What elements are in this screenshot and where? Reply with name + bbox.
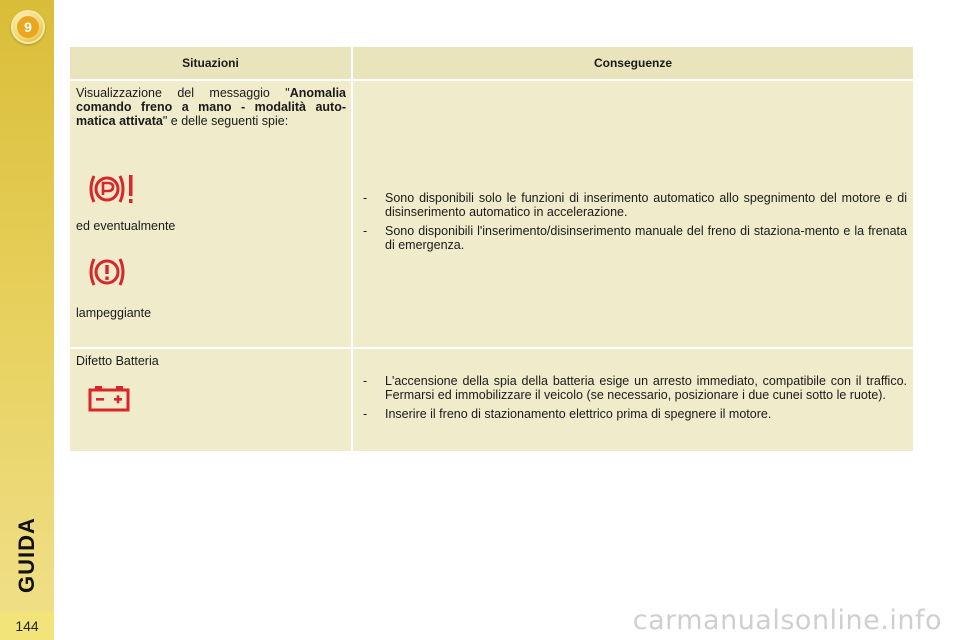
warning-table bbox=[68, 45, 915, 453]
note-eventually: ed eventualmente bbox=[76, 219, 176, 233]
consequences-list bbox=[361, 191, 907, 252]
watermark: carmanualsonline.info bbox=[632, 605, 942, 636]
chapter-number: 9 bbox=[17, 16, 39, 38]
page-number: 144 bbox=[0, 612, 54, 640]
situation-cell bbox=[70, 349, 351, 451]
consequences-cell bbox=[353, 349, 913, 451]
warning-message: Anomalia comando freno a mano - modalità auto-matica attivata bbox=[76, 86, 346, 128]
note-flashing: lampeggiante bbox=[76, 306, 152, 320]
header-situations: Situazioni bbox=[70, 47, 351, 79]
list-item: - L'accensione della spia della batteria esige un arresto immediato, compatibile con il traffico. Fermarsi ed immobilizzare il veicolo (se necessario, posizionare i due cunei sotto le ruote). bbox=[361, 374, 907, 402]
brake-warning-icon bbox=[88, 255, 346, 292]
situation-cell bbox=[70, 81, 351, 347]
situation-text bbox=[76, 86, 346, 128]
situation-suffix: " e delle seguenti spie: bbox=[162, 114, 289, 128]
chapter-badge bbox=[11, 10, 45, 44]
list-item: - Inserire il freno di stazionamento elettrico prima di spegnere il motore. bbox=[361, 407, 907, 421]
consequences-list bbox=[361, 374, 907, 421]
consequences-cell bbox=[353, 81, 913, 347]
situation-text: Difetto Batteria bbox=[76, 354, 159, 368]
sidebar bbox=[0, 0, 54, 640]
battery-warning-icon bbox=[88, 384, 346, 415]
section-title bbox=[10, 515, 44, 595]
table-row bbox=[70, 349, 913, 451]
situation-prefix: Visualizzazione del messaggio " bbox=[76, 86, 290, 100]
table-header-row bbox=[70, 47, 913, 79]
table-row bbox=[70, 81, 913, 347]
header-consequences: Conseguenze bbox=[353, 47, 913, 79]
list-item: - Sono disponibili l'inserimento/disinserimento manuale del freno di staziona-mento e la frenata di emergenza. bbox=[361, 224, 907, 252]
parking-brake-fault-warning-icon bbox=[88, 172, 346, 209]
section-title-text: GUIDA bbox=[14, 517, 39, 593]
list-item: - Sono disponibili solo le funzioni di inserimento automatico allo spegnimento del motore e di disinserimento automatico in accelerazione. bbox=[361, 191, 907, 219]
